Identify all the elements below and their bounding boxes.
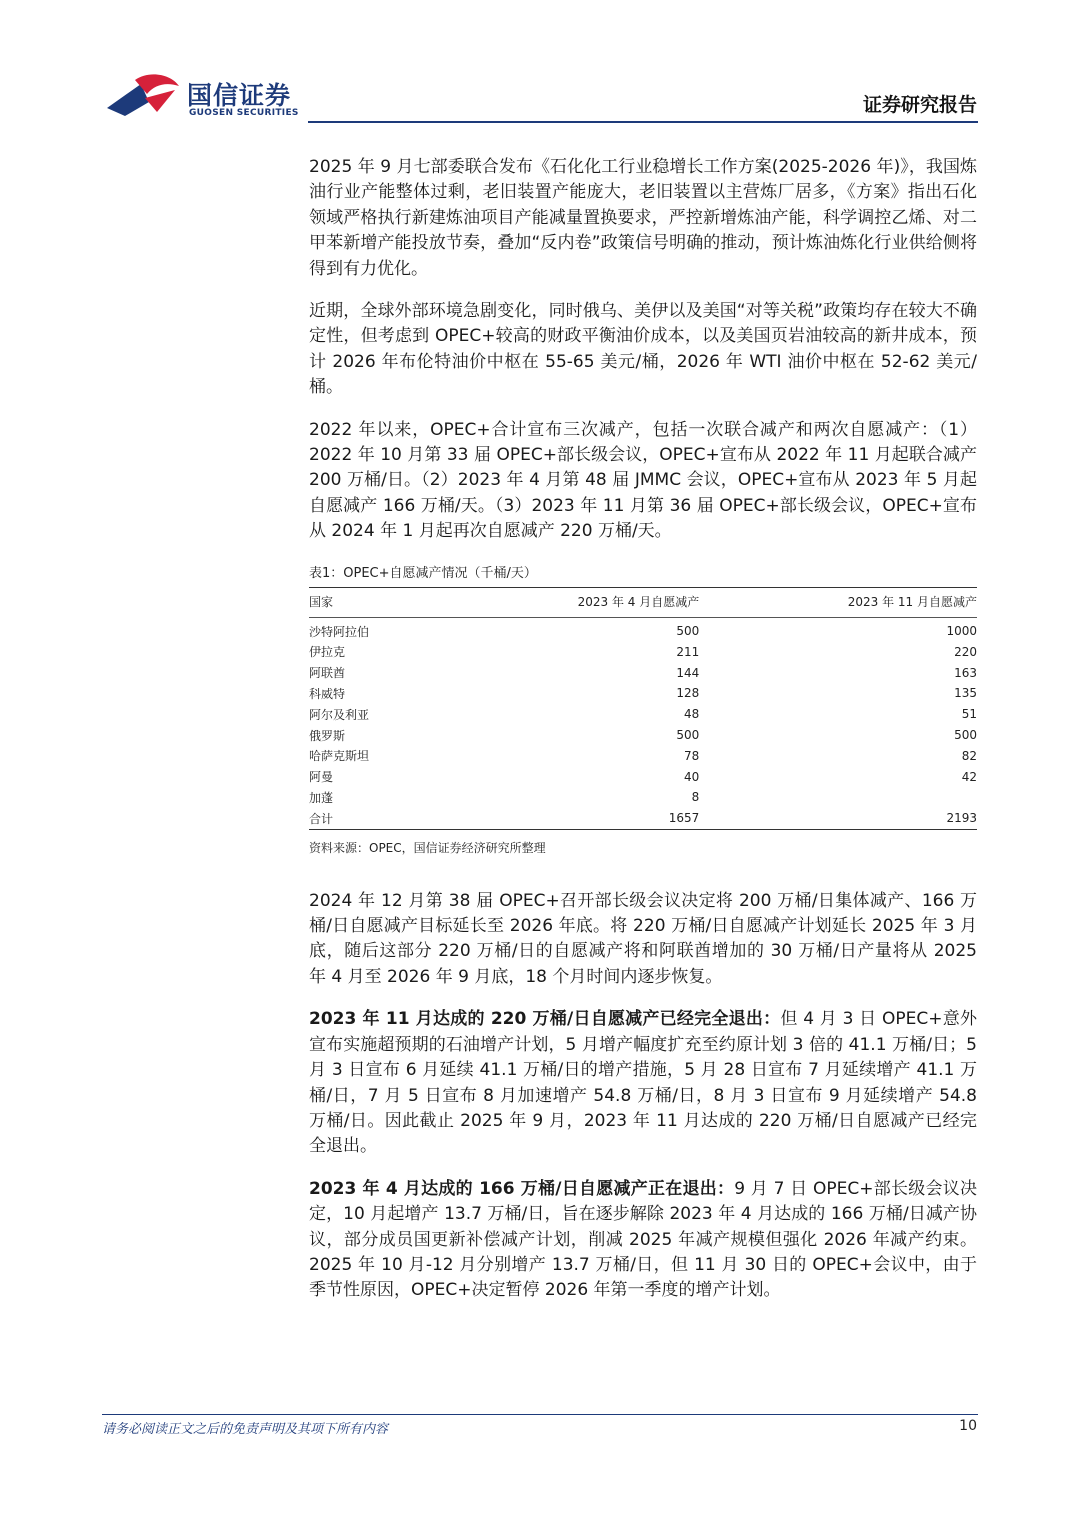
- table-cell: 48: [683, 707, 700, 722]
- page-number: 10: [959, 1418, 977, 1434]
- table-row: [309, 766, 977, 787]
- logo-text-cn: 国信证券: [187, 81, 292, 110]
- table-cell: 哈萨克斯坦: [309, 749, 370, 764]
- table-cell: 1657: [438, 808, 699, 829]
- table-title: 表1：OPEC+自愿减产情况（千桶/天）: [309, 565, 537, 581]
- table-cell: 俄罗斯: [309, 728, 346, 743]
- table-cell: 2193: [699, 808, 977, 829]
- table-row: [309, 787, 977, 808]
- table-row: [309, 617, 977, 641]
- table-cell: 78: [683, 748, 700, 763]
- table-cell: 沙特阿拉伯: [309, 624, 370, 639]
- table-cell: 135: [954, 686, 977, 701]
- paragraph: 近期，全球外部环境急剧变化，同时俄乌、美伊以及美国“对等关税”政策均存在较大不确定性，但考虑到 OPEC+较高的财政平衡油价成本，以及美国页岩油较高的新井成本，预计 2026 年布伦特油价中枢在 55-65 美元/桶，2026 年 WTI 油价中枢在 52-62 美元/桶。: [309, 301, 977, 398]
- table-row: [309, 641, 977, 662]
- opec-cuts-table: [309, 587, 977, 830]
- page-header: [0, 0, 1080, 130]
- table-cell: 500: [676, 728, 700, 743]
- table-cell: 500: [676, 624, 700, 639]
- column-header-country: 国家: [309, 587, 438, 617]
- footer-disclaimer: 请务必阅读正文之后的免责声明及其项下所有内容: [102, 1422, 389, 1437]
- paragraph: [309, 1007, 977, 1159]
- paragraph: 2025 年 9 月七部委联合发布《石化化工行业稳增长工作方案(2025-2026 年)》，我国炼油行业产能整体过剩，老旧装置产能庞大，老旧装置以主营炼厂居多，《方案》指出石化领域严格执行新建炼油项目产能减量置换要求，严控新增炼油产能，科学调控乙烯、对二甲苯新增产能投放节奏，叠加“反内卷”政策信号明确的推动，预计炼油炼化行业供给侧将得到有力优化。: [309, 157, 977, 279]
- table-cell: 合计: [309, 808, 438, 829]
- table-cell: 阿联酋: [309, 666, 346, 681]
- table-cell: 加蓬: [309, 790, 334, 805]
- guosen-logo-icon: [105, 72, 185, 122]
- table-total-row: [309, 808, 977, 829]
- paragraph-body: 但 4 月 3 日 OPEC+意外宣布实施超预期的石油增产计划，5 月增产幅度扩充至约原计划 3 倍的 41.1 万桶/日；5 月 3 日宣布 6 月延续 41.1 万桶/日的增产措施，5 月 28 日宣布 7 月延续增产 41.1 万桶/日，7 月 5 日宣布 8 月加速增产 54.8 万桶/日，8 月 3 日宣布 9 月延续增产 54.8 万桶/日。因此截止 2025 年 9 月，2023 年 11 月达成的 220 万桶/日自愿减产已经完全退出。: [309, 1009, 978, 1157]
- paragraph: [309, 1177, 977, 1304]
- table-row: [309, 683, 977, 704]
- paragraph: 2022 年以来，OPEC+合计宣布三次减产，包括一次联合减产和两次自愿减产：（1）2022 年 10 月第 33 届 OPEC+部长级会议，OPEC+宣布从 2022 年 11 月起联合减产 200 万桶/日。（2）2023 年 4 月第 48 届 JMMC 会议，OPEC+宣布从 2023 年 5 月起自愿减产 166 万桶/天。（3）2023 年 11 月第 36 届 OPEC+部长级会议，OPEC+宣布从 2024 年 1 月起再次自愿减产 220 万桶/天。: [309, 419, 977, 542]
- table-cell: 144: [676, 665, 700, 680]
- table-cell: 42: [961, 769, 977, 784]
- paragraph-lead: 2023 年 4 月达成的 166 万桶/日自愿减产正在退出：: [309, 1178, 735, 1199]
- table-cell: 82: [961, 748, 977, 763]
- table-cell: 211: [676, 644, 700, 659]
- table-cell: 8: [691, 790, 700, 805]
- table-cell: 163: [954, 665, 977, 680]
- paragraph-lead: 2023 年 11 月达成的 220 万桶/日自愿减产已经完全退出：: [309, 1009, 781, 1030]
- header-divider: [308, 121, 978, 123]
- table-cell: 500: [954, 728, 977, 743]
- column-header-apr-2023: 2023 年 4 月自愿减产: [438, 587, 699, 617]
- table-cell: 阿曼: [309, 770, 334, 785]
- table-row: [309, 704, 977, 725]
- logo-text-en: GUOSEN SECURITIES: [189, 108, 299, 118]
- table-cell: 科威特: [309, 686, 346, 701]
- column-header-nov-2023: 2023 年 11 月自愿减产: [699, 587, 977, 617]
- table-row: [309, 662, 977, 683]
- main-content: [309, 155, 977, 1321]
- table-row: [309, 725, 977, 746]
- table-cell: 1000: [946, 624, 977, 639]
- table-row: [309, 745, 977, 766]
- paragraph-body: 9 月 7 日 OPEC+部长级会议决定，10 月起增产 13.7 万桶/日，旨在逐步解除 2023 年 4 月达成的 166 万桶/日减产协议，部分成员国更新补偿减产计划，削减 2025 年减产规模但强化 2026 年减产约束。2025 年 10 月-12 月分别增产 13.7 万桶/日，但 11 月 30 日的 OPEC+会议中，由于季节性原因，OPEC+决定暂停 2026 年第一季度的增产计划。: [309, 1178, 977, 1301]
- guosen-logo: [105, 72, 305, 122]
- table-cell: 128: [676, 686, 700, 701]
- table-cell: 阿尔及利亚: [309, 707, 370, 722]
- table-cell: 51: [961, 707, 977, 722]
- report-type-label: 证券研究报告: [862, 94, 977, 116]
- table-cell: [699, 787, 977, 808]
- footer-divider: [102, 1414, 978, 1415]
- table-cell: 40: [683, 769, 700, 784]
- table-cell: 220: [954, 644, 977, 659]
- table-header-row: [309, 587, 977, 617]
- paragraph-body: 2024 年 12 月第 38 届 OPEC+召开部长级会议决定将 200 万桶/日集体减产、166 万桶/日自愿减产目标延长至 2026 年底。将 220 万桶/日自愿减产计划延长 2025 年 3 月底，随后这部分 220 万桶/日的自愿减产将和阿联酋增加的 30 万桶/日产量将从 2025 年 4 月至 2026 年 9 月底，18 个月时间内逐步恢复。: [309, 890, 977, 987]
- table-source-note: 资料来源：OPEC，国信证券经济研究所整理: [309, 840, 546, 855]
- table-cell: 伊拉克: [309, 645, 346, 660]
- paragraph: [309, 889, 977, 991]
